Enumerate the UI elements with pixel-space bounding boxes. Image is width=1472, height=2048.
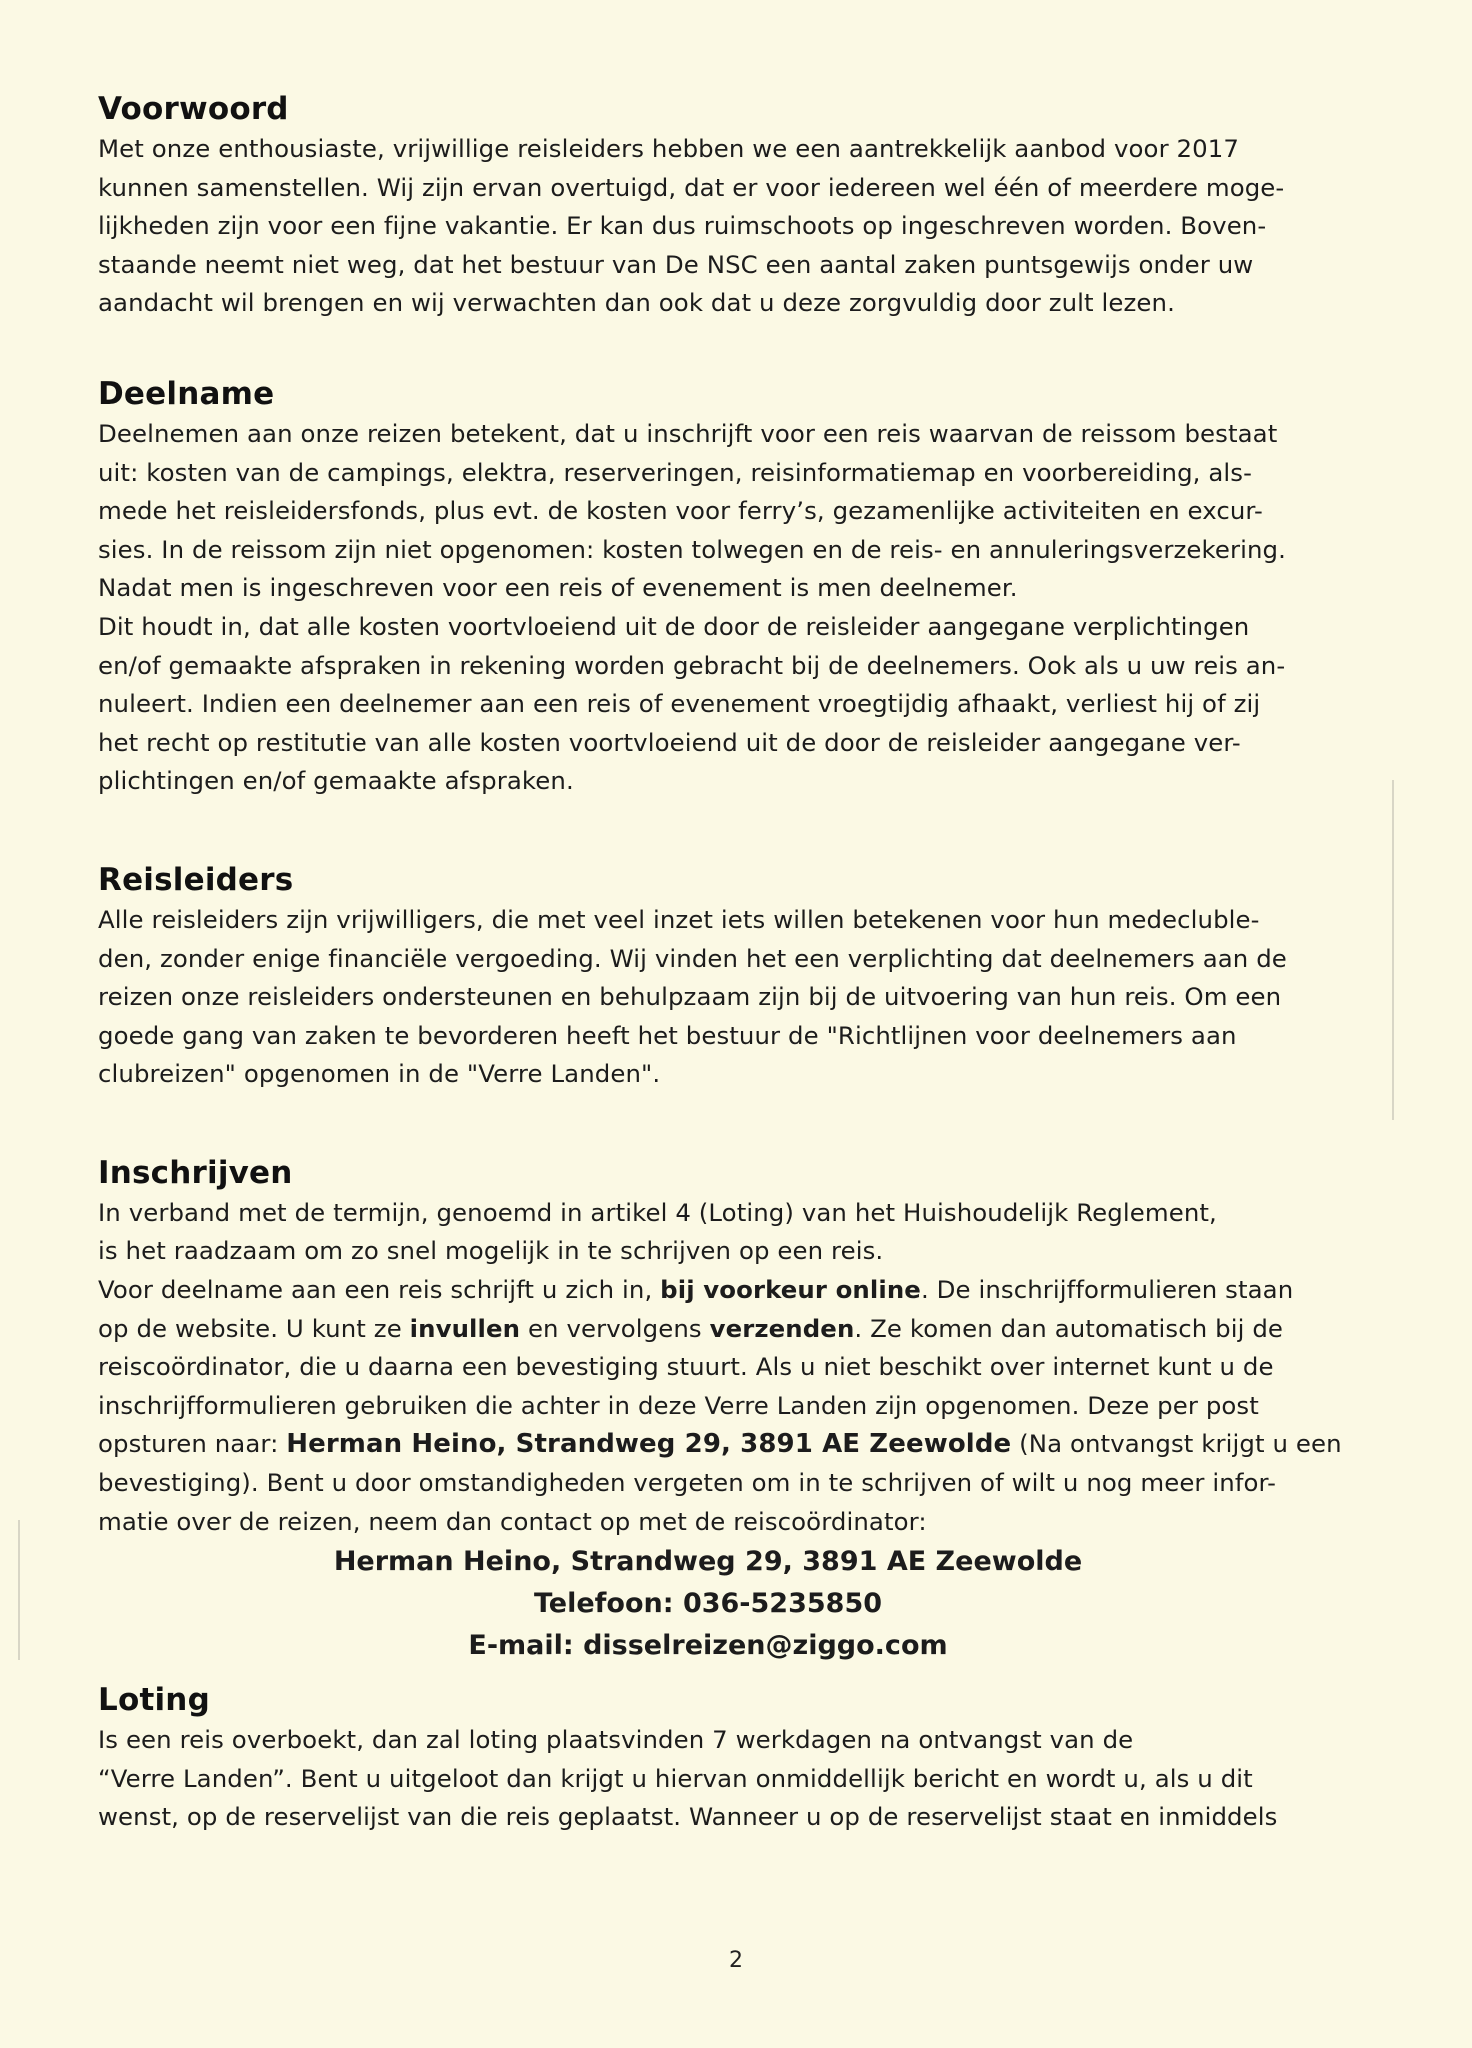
text-line: den, zonder enige financiële vergoeding. Wij vinden het een verplichting dat deelnemers aan de [98, 943, 1287, 973]
text-run: (Na ontvangst krijgt u een [1011, 1429, 1342, 1459]
text-line: bevestiging). Bent u door omstandigheden vergeten om in te schrijven of wilt u nog meer infor- [98, 1468, 1277, 1498]
text-line [98, 1425, 1388, 1464]
text-line: uit: kosten van de campings, elektra, reserveringen, reisinformatiemap en voorbereiding, als- [98, 457, 1252, 487]
contact-email: E-mail: disselreizen@ziggo.com [468, 1630, 948, 1662]
document-page [98, 88, 1388, 1837]
text-line: Deelnemen aan onze reizen betekent, dat u inschrijft voor een reis waarvan de reissom bestaat [98, 418, 1278, 448]
text-line: Nadat men is ingeschreven voor een reis of evenement is men deelnemer. [98, 573, 1018, 603]
text-line: aandacht wil brengen en wij verwachten dan ook dat u deze zorgvuldig door zult lezen. [98, 288, 1175, 318]
contact-block [158, 1541, 1258, 1667]
text-line: goede gang van zaken te bevorderen heeft het bestuur de "Richtlijnen voor deelnemers aan [98, 1020, 1237, 1050]
text-line: clubreizen" opgenomen in de "Verre Landen". [98, 1059, 661, 1089]
text-line: mede het reisleidersfonds, plus evt. de kosten voor ferry’s, gezamenlijke activiteiten en excur- [98, 496, 1263, 526]
heading-loting: Loting [98, 1682, 210, 1719]
text-line: plichtingen en/of gemaakte afspraken. [98, 766, 574, 796]
section-inschrijven [98, 1152, 1388, 1667]
section-voorwoord [98, 88, 1388, 323]
text-line: staande neemt niet weg, dat het bestuur van De NSC een aantal zaken puntsgewijs onder uw [98, 249, 1254, 279]
text-line: reiscoördinator, die u daarna een bevestiging stuurt. Als u niet beschikt over internet kunt u de [98, 1352, 1274, 1382]
section-reisleiders [98, 859, 1388, 1094]
paragraph-inschrijven [98, 1194, 1388, 1541]
text-line: Dit houdt in, dat alle kosten voortvloeiend uit de door de reisleider aangegane verplichtingen [98, 611, 1250, 641]
heading-voorwoord: Voorwoord [98, 91, 289, 127]
scan-artifact [1392, 780, 1394, 1120]
bold-text-invullen: invullen [409, 1313, 521, 1343]
text-line: en/of gemaakte afspraken in rekening worden gebracht bij de deelnemers. Ook als u uw reis an- [98, 650, 1286, 680]
text-line: “Verre Landen”. Bent u uitgeloot dan krijgt u hiervan onmiddellijk bericht en wordt u, als u dit [98, 1763, 1253, 1793]
text-line: inschrijfformulieren gebruiken die achter in deze Verre Landen zijn opgenomen. Deze per post [98, 1390, 1259, 1420]
text-line: kunnen samenstellen. Wij zijn ervan overtuigd, dat er voor iedereen wel één of meerdere moge- [98, 172, 1285, 202]
text-line: Alle reisleiders zijn vrijwilligers, die met veel inzet iets willen betekenen voor hun medecluble- [98, 904, 1260, 934]
scan-artifact [18, 1520, 20, 1660]
heading-inschrijven: Inschrijven [98, 1154, 293, 1191]
contact-phone: Telefoon: 036-5235850 [533, 1588, 883, 1620]
text-line: lijkheden zijn voor een fijne vakantie. Er kan dus ruimschoots op ingeschreven worden. Boven- [98, 211, 1267, 241]
bold-text-verzenden: verzenden [709, 1313, 855, 1343]
text-run: Voor deelname aan een reis schrijft u zich in, [98, 1275, 661, 1305]
heading-reisleiders: Reisleiders [98, 861, 294, 898]
text-line: wenst, op de reservelijst van die reis geplaatst. Wanneer u op de reservelijst staat en inmiddels [98, 1802, 1278, 1832]
section-deelname [98, 373, 1388, 801]
text-line: Is een reis overboekt, dan zal loting plaatsvinden 7 werkdagen na ontvangst van de [98, 1725, 1134, 1755]
text-line: In verband met de termijn, genoemd in artikel 4 (Loting) van het Huishoudelijk Reglement, [98, 1197, 1217, 1227]
contact-address: Herman Heino, Strandweg 29, 3891 AE Zeewolde [333, 1546, 1083, 1578]
text-run: opsturen naar: [98, 1429, 287, 1459]
text-line: matie over de reizen, neem dan contact op met de reiscoördinator: [98, 1506, 927, 1536]
page-number: 2 [729, 1948, 743, 1973]
text-line: sies. In de reissom zijn niet opgenomen: kosten tolwegen en de reis- en annuleringsverzekering. [98, 534, 1286, 564]
text-line: het recht op restitutie van alle kosten voortvloeiend uit de door de reisleider aangegane ver- [98, 727, 1241, 757]
paragraph-reisleiders [98, 901, 1388, 1094]
text-line: reizen onze reisleiders ondersteunen en behulpzaam zijn bij de uitvoering van hun reis. Om een [98, 982, 1282, 1012]
text-line: is het raadzaam om zo snel mogelijk in te schrijven op een reis. [98, 1236, 884, 1266]
text-line [98, 1271, 1388, 1310]
paragraph-deelname [98, 415, 1388, 801]
bold-text-bij-voorkeur-online: bij voorkeur online [660, 1275, 921, 1305]
paragraph-loting [98, 1721, 1388, 1837]
text-run: . De inschrijfformulieren staan [920, 1275, 1294, 1305]
text-run: en vervolgens [520, 1313, 710, 1343]
paragraph-voorwoord [98, 130, 1388, 323]
text-line: Met onze enthousiaste, vrijwillige reisleiders hebben we een aantrekkelijk aanbod voor 2017 [98, 134, 1240, 163]
text-line [98, 1310, 1388, 1349]
section-loting [98, 1679, 1388, 1837]
text-line: nuleert. Indien een deelnemer aan een reis of evenement vroegtijdig afhaakt, verliest hij of zij [98, 689, 1261, 719]
text-run: . Ze komen dan automatisch bij de [854, 1313, 1284, 1343]
bold-text-address: Herman Heino, Strandweg 29, 3891 AE Zeewolde [286, 1429, 1012, 1460]
heading-deelname: Deelname [98, 375, 275, 412]
text-run: op de website. U kunt ze [98, 1313, 410, 1343]
